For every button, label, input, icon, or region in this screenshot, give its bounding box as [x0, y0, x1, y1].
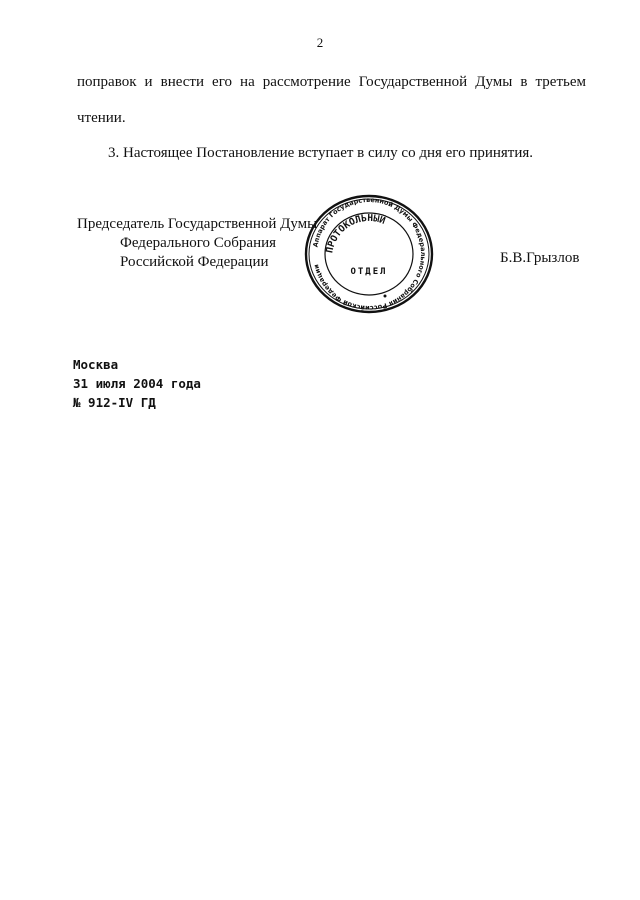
document-footer	[73, 355, 201, 412]
page-number: 2	[316, 35, 324, 50]
signatory-name: Б.В.Грызлов	[500, 250, 580, 266]
document-number: № 912-IV ГД	[73, 395, 156, 410]
official-seal-stamp	[302, 192, 436, 316]
position-line: Российской Федерации	[120, 254, 269, 270]
body-text-line: чтении.	[77, 110, 126, 126]
stamp-outer-text: Аппарат Государственной Думы Федерального Собрания Российской Федерации	[311, 195, 428, 313]
stamp-center-text: ОТДЕЛ	[350, 267, 388, 277]
city: Москва	[73, 357, 119, 372]
body-text-line: поправок и внести его на рассмотрение Государственной Думы в третьем	[77, 74, 586, 90]
date: 31 июля 2004 года	[73, 376, 201, 391]
signature-position-block	[77, 215, 317, 272]
clause-3-text: 3. Настоящее Постановление вступает в силу со дня его принятия.	[108, 145, 534, 161]
position-line: Федерального Собрания	[120, 235, 277, 251]
stamp-center-arc-text: ПРОТОКОЛЬНЫЙ	[324, 212, 387, 254]
position-line: Председатель Государственной Думы	[77, 216, 318, 232]
